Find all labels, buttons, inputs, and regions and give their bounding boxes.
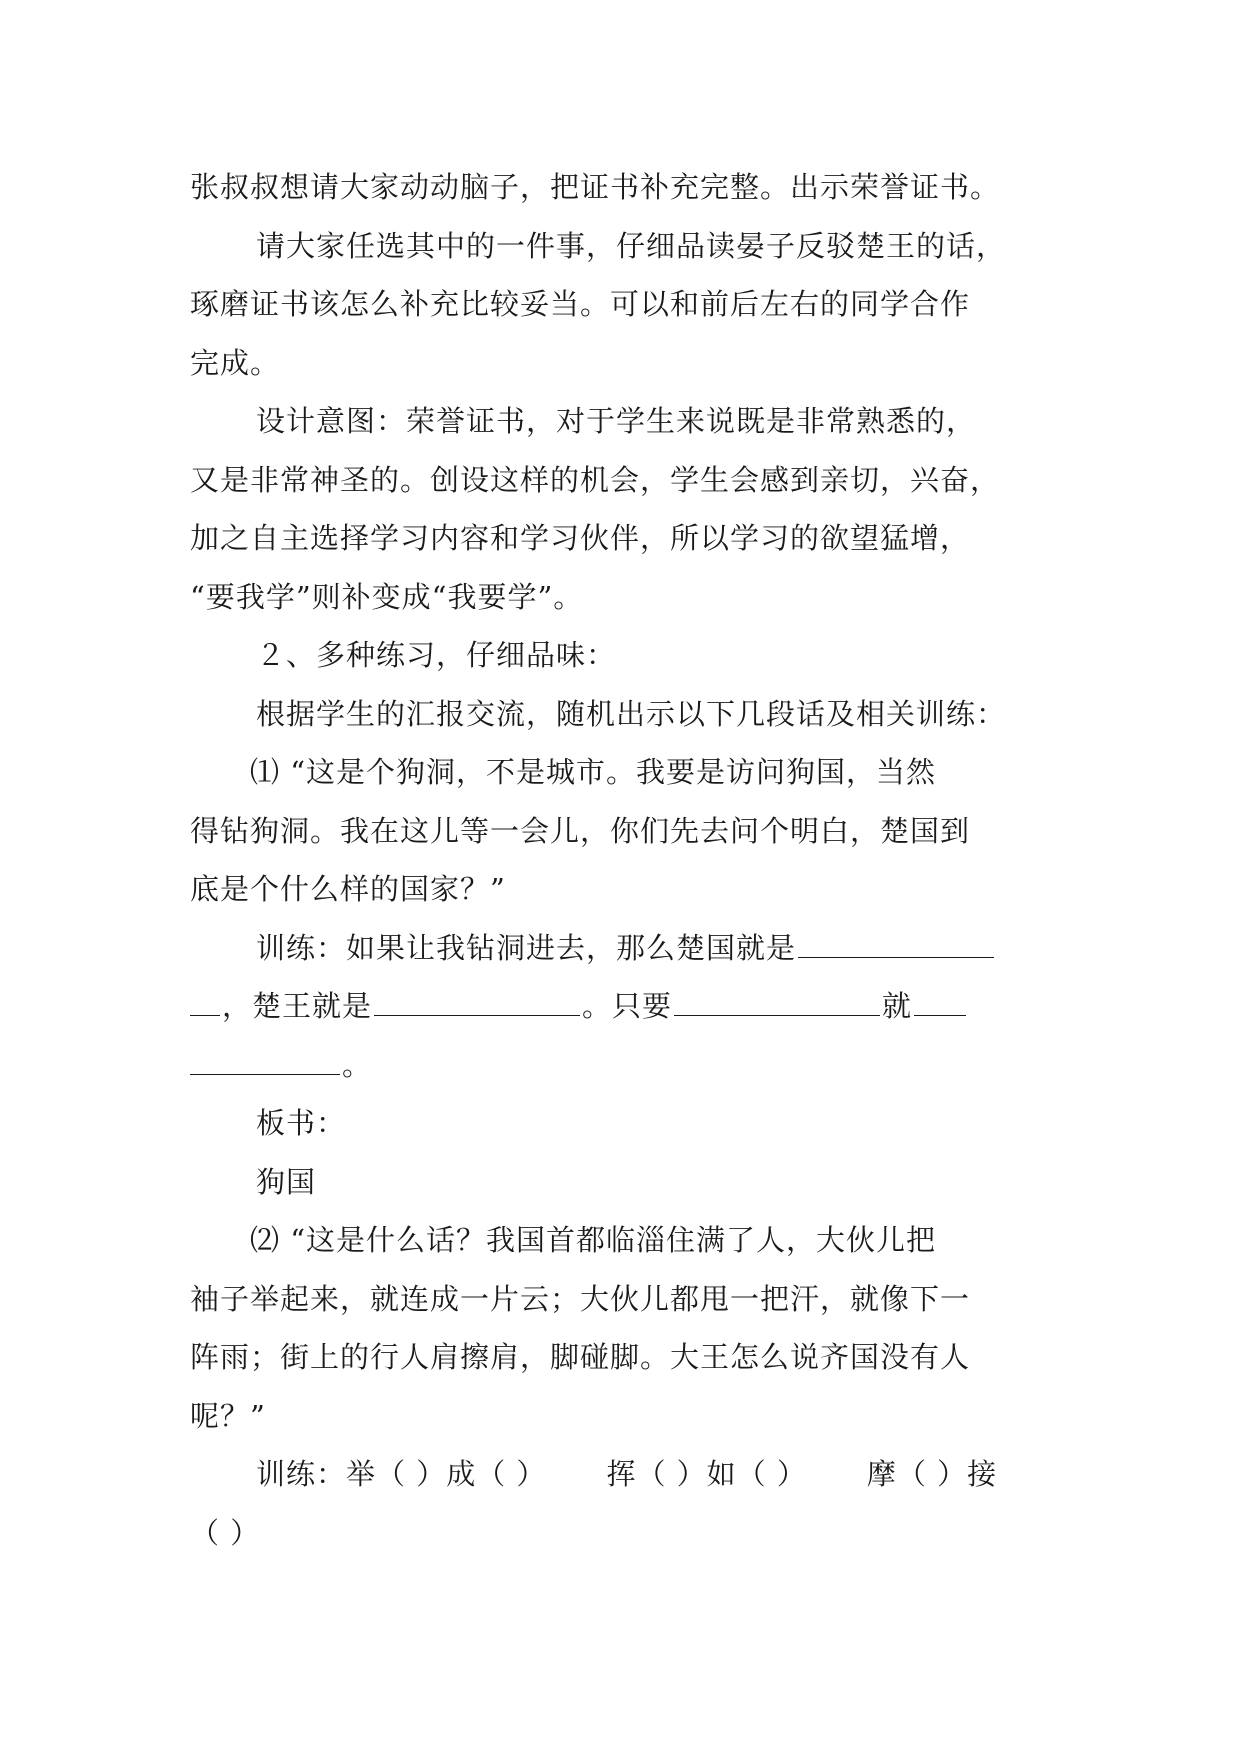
paragraph-line: 完成。: [190, 345, 281, 380]
section-heading: ２、多种练习，仔细品味：: [256, 638, 617, 672]
quote-line: 阵雨；街上的行人肩擦肩，脚碰脚。大王怎么说齐国没有人: [190, 1340, 971, 1374]
exercise-line: [190, 1036, 1070, 1095]
design-intent-line: 设计意图：荣誉证书，对于学生来说既是非常熟悉的，: [256, 404, 977, 438]
quote-line: 底是个什么样的国家？”: [190, 872, 506, 906]
fill-blank: [798, 931, 994, 958]
quote-line: 袖子举起来，就连成一片云；大伙儿都甩一把汗，就像下一: [190, 1281, 971, 1316]
fill-blank: [674, 989, 880, 1016]
exercise-text: ，楚王就是: [222, 989, 373, 1023]
fill-blank: [190, 1048, 340, 1075]
exercise-text: 就: [882, 989, 913, 1023]
exercise-text: 训练：如果让我钻洞进去，那么楚国就是: [256, 930, 797, 965]
paragraph-line: 琢磨证书该怎么补充比较妥当。可以和前后左右的同学合作: [190, 287, 971, 321]
quote-line: 呢？”: [190, 1398, 266, 1433]
quote-line: 得钻狗洞。我在这儿等一会儿，你们先去问个明白，楚国到: [190, 813, 971, 848]
exercise-line: [190, 977, 1070, 1036]
paragraph-line: 请大家任选其中的一件事，仔细品读晏子反驳楚王的话，: [256, 228, 1007, 263]
exercise-line: [190, 919, 1070, 978]
board-item: 狗国: [256, 1164, 317, 1199]
exercise-text: 。只要: [582, 989, 673, 1023]
exercise-text: 摩（ ）接: [866, 1457, 998, 1491]
fill-blank: [914, 989, 966, 1016]
paragraph-line: 又是非常神圣的。创设这样的机会，学生会感到亲切，兴奋，: [190, 462, 1001, 497]
quote-line: ⑵ “这是什么话？我国首都临淄住满了人，大伙儿把: [250, 1223, 937, 1257]
exercise-text: 。: [342, 1047, 373, 1082]
paragraph-line: 加之自主选择学习内容和学习伙伴，所以学习的欲望猛增，: [190, 521, 971, 555]
quote-line: ⑴ “这是个狗洞，不是城市。我要是访问狗国，当然: [250, 755, 937, 789]
document-body: [190, 158, 1070, 1562]
paragraph-line: 张叔叔想请大家动动脑子，把证书补充完整。出示荣誉证书。: [190, 170, 1001, 204]
exercise-line: [190, 1445, 1070, 1504]
paragraph-line: 根据学生的汇报交流，随机出示以下几段话及相关训练：: [256, 696, 1007, 731]
exercise-text: 挥（ ）如（ ）: [606, 1457, 807, 1491]
fill-blank: [190, 989, 220, 1016]
exercise-line: （ ）: [190, 1515, 261, 1550]
paragraph-line: “要我学”则补变成“我要学”。: [190, 579, 584, 614]
exercise-text: 训练：举（ ）成（ ）: [256, 1457, 547, 1491]
fill-blank: [374, 989, 580, 1016]
board-heading: 板书：: [256, 1106, 347, 1140]
